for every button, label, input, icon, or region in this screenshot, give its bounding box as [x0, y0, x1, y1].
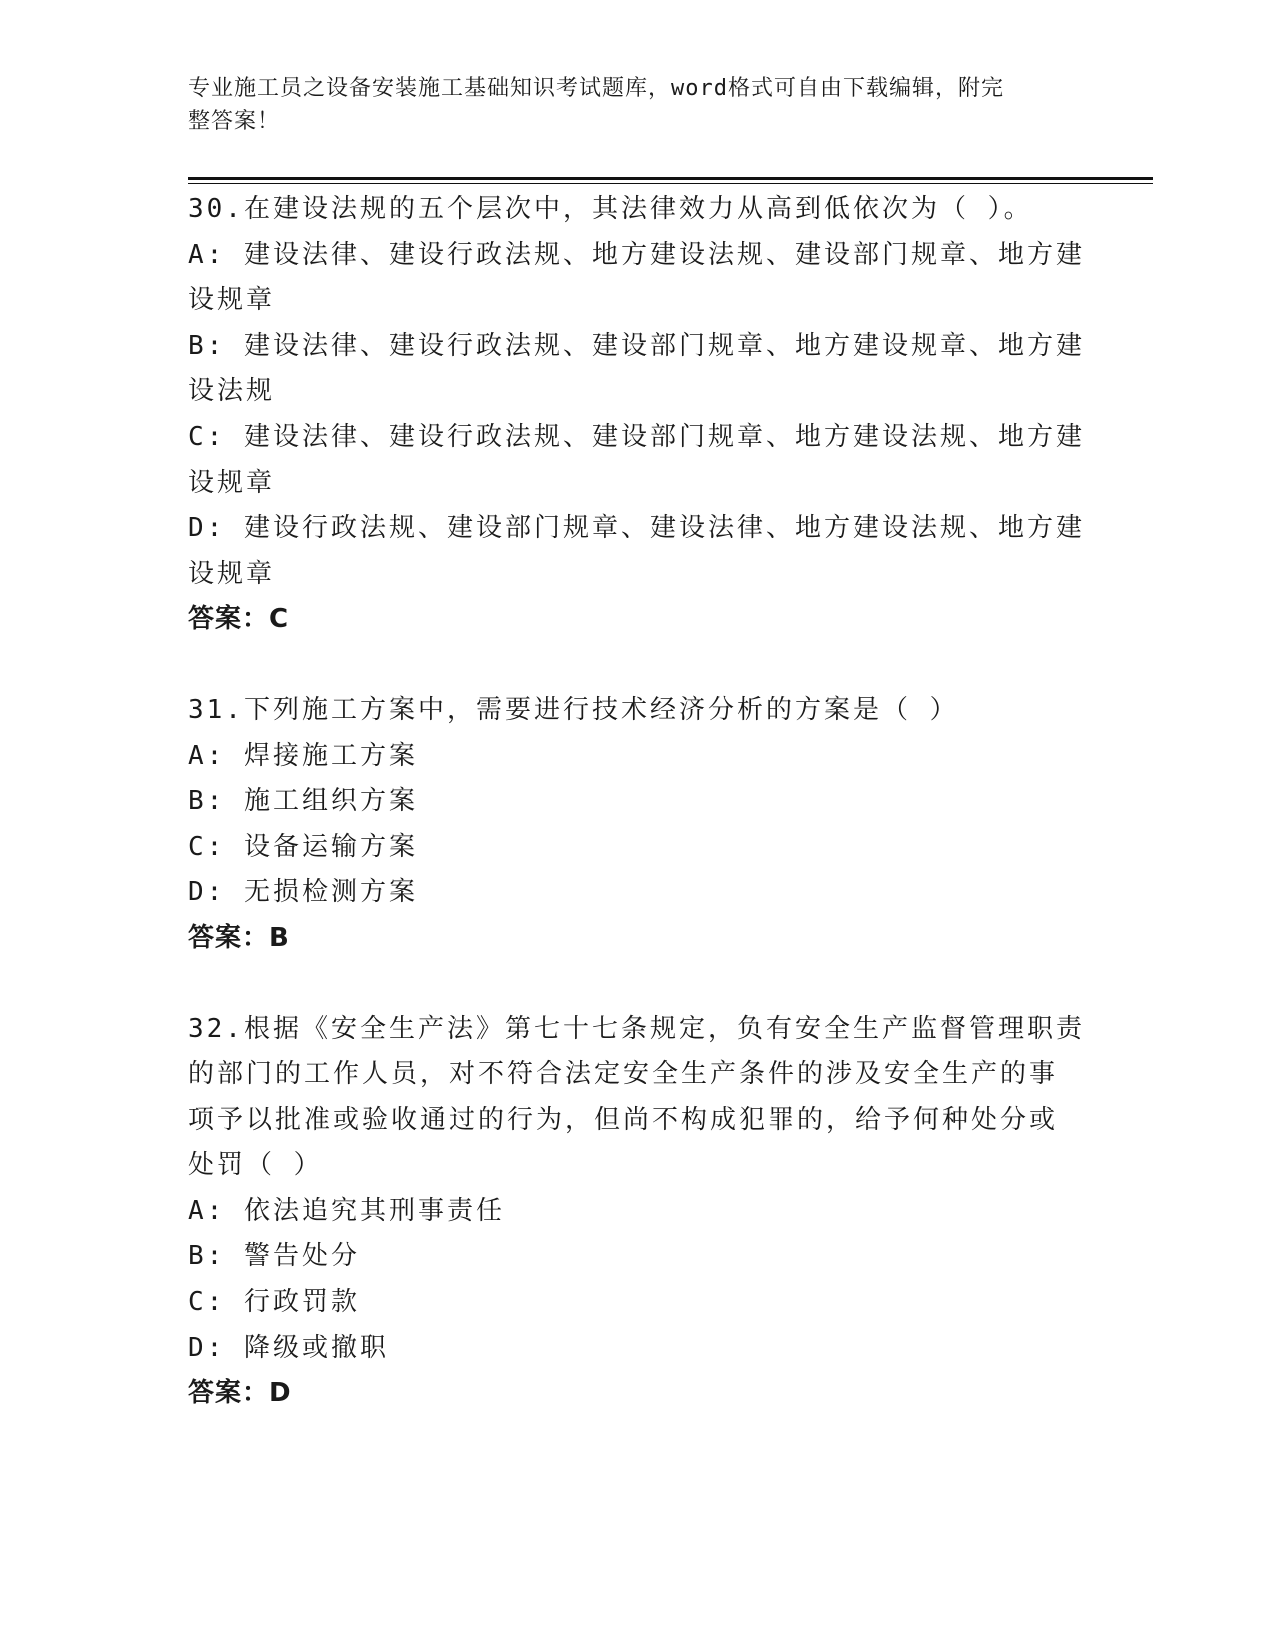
option-b: B: 警告处分 [188, 1241, 360, 1272]
option-d: D: 无损检测方案 [188, 877, 418, 908]
question-stem: 30.在建设法规的五个层次中，其法律效力从高到低依次为（ ）。 [188, 194, 1033, 224]
option-d: D: 建设行政法规、建设部门规章、建设法律、地方建设法规、地方建 [188, 513, 1085, 544]
option-a: A: 建设法律、建设行政法规、地方建设法规、建设部门规章、地方建 [188, 239, 1085, 270]
answer: 答案：B [188, 922, 290, 953]
question-stem-continued: 的部门的工作人员，对不符合法定安全生产条件的涉及安全生产的事 [188, 1059, 1059, 1090]
option-a: A: 焊接施工方案 [188, 740, 418, 771]
question-stem-continued: 项予以批准或验收通过的行为，但尚不构成犯罪的，给予何种处分或 [188, 1104, 1059, 1135]
option-a-continued: 设规章 [188, 285, 276, 316]
answer: 答案：C [188, 604, 290, 635]
header-line-1: 专业施工员之设备安装施工基础知识考试题库，word格式可自由下载编辑，附完 [188, 76, 1004, 101]
option-c-continued: 设规章 [188, 467, 276, 498]
question-31 [188, 688, 1088, 962]
option-c: C: 设备运输方案 [188, 831, 418, 862]
question-stem-continued: 处罚（ ） [188, 1150, 323, 1181]
option-c: C: 行政罚款 [188, 1287, 360, 1318]
question-stem: 32.根据《安全生产法》第七十七条规定，负有安全生产监督管理职责 [188, 1013, 1085, 1044]
option-b: B: 建设法律、建设行政法规、建设部门规章、地方建设规章、地方建 [188, 330, 1085, 361]
option-b: B: 施工组织方案 [188, 786, 418, 817]
option-a: A: 依法追究其刑事责任 [188, 1195, 505, 1226]
option-c: C: 建设法律、建设行政法规、建设部门规章、地方建设法规、地方建 [188, 421, 1085, 452]
question-30 [188, 187, 1088, 643]
header-divider-thin [188, 183, 1153, 184]
question-32 [188, 1007, 1088, 1417]
option-d-continued: 设规章 [188, 558, 276, 589]
option-b-continued: 设法规 [188, 376, 276, 407]
answer: 答案：D [188, 1378, 292, 1409]
option-d: D: 降级或撤职 [188, 1332, 389, 1363]
question-stem: 31.下列施工方案中，需要进行技术经济分析的方案是（ ） [188, 694, 959, 725]
document-header [188, 72, 1068, 138]
header-divider-thick [188, 177, 1153, 180]
header-line-2: 整答案！ [188, 109, 281, 134]
question-list [188, 187, 1088, 1417]
